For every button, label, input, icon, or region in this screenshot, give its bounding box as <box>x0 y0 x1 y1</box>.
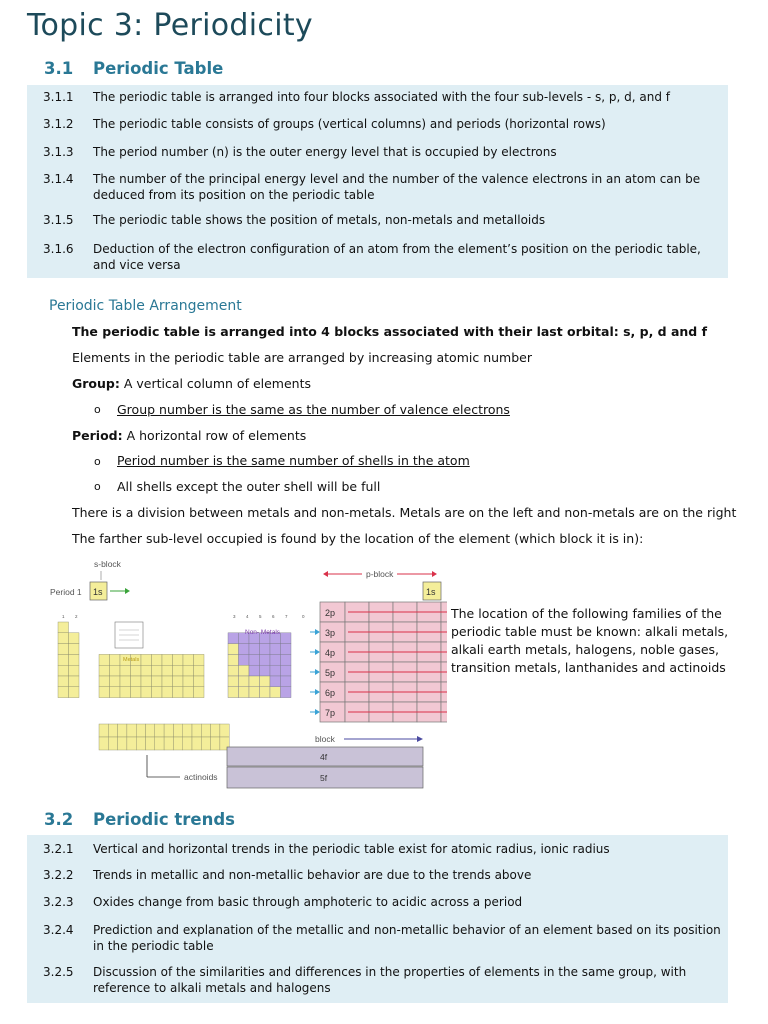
objective-text: Deduction of the electron configuration of an atom from the element’s position on the periodic table, and vice versa <box>93 242 701 272</box>
element-cell <box>58 687 69 698</box>
group-number: 5 <box>259 614 262 619</box>
element-cell <box>228 654 239 665</box>
actinoids-label: actinoids <box>184 772 218 782</box>
period-arrowhead <box>315 709 320 715</box>
element-cell <box>58 654 69 665</box>
element-cell <box>270 654 281 665</box>
f-element-cell <box>211 724 220 737</box>
element-cell <box>260 665 271 676</box>
element-cell <box>152 676 163 687</box>
bullet-marker: o <box>94 455 101 468</box>
element-cell <box>194 665 205 676</box>
element-cell <box>173 676 184 687</box>
element-cell <box>228 644 239 655</box>
element-cell <box>69 654 80 665</box>
objective-text: Trends in metallic and non-metallic behavior are due to the trends above <box>93 868 532 882</box>
element-cell <box>270 644 281 655</box>
one-s-label: 1s <box>93 587 103 597</box>
element-cell <box>162 654 173 665</box>
element-cell <box>99 687 110 698</box>
group-label: Group: <box>72 376 120 391</box>
objectives-box-3-1 <box>27 85 728 278</box>
element-cell <box>110 687 121 698</box>
f-element-cell <box>201 737 210 750</box>
p-block-label: p-block <box>366 569 394 579</box>
element-cell <box>58 665 69 676</box>
element-cell <box>270 676 281 687</box>
element-cell <box>260 676 271 687</box>
element-cell <box>58 633 69 644</box>
objective-number: 3.1.6 <box>43 242 74 256</box>
element-cell <box>69 665 80 676</box>
element-cell <box>173 665 184 676</box>
element-cell <box>162 676 173 687</box>
group-number: 1 <box>62 614 65 619</box>
element-cell <box>239 676 250 687</box>
f-element-cell <box>192 737 201 750</box>
objective-text: Discussion of the similarities and differences in the properties of elements in the same group, with reference to alkali metals and halogens <box>93 965 687 995</box>
objective-number: 3.2.2 <box>43 868 74 882</box>
element-cell <box>270 687 281 698</box>
f-element-cell <box>192 724 201 737</box>
f-block-cells <box>99 724 229 750</box>
period-label: Period: <box>72 428 123 443</box>
periodic-table-diagram <box>47 552 447 792</box>
objective-text: The periodic table consists of groups (vertical columns) and periods (horizontal rows) <box>93 117 606 131</box>
bullet-marker: o <box>94 403 101 416</box>
objective-text: The number of the principal energy level and the number of the valence electrons in an atom can be deduced from its position on the periodic table <box>93 172 701 202</box>
objective-number: 3.1.4 <box>43 172 74 186</box>
group-bullet: Group number is the same as the number of valence electrons <box>117 402 510 417</box>
element-cell <box>183 687 194 698</box>
f-element-cell <box>155 737 164 750</box>
subsection-heading: Periodic Table Arrangement <box>49 298 242 314</box>
f-element-cell <box>173 737 182 750</box>
objective-text: The period number (n) is the outer energy level that is occupied by electrons <box>93 145 557 159</box>
objective-text: The periodic table shows the position of metals, non-metals and metalloids <box>93 213 546 227</box>
element-cell <box>183 665 194 676</box>
p-row-label: 3p <box>325 628 336 638</box>
element-cell <box>131 665 142 676</box>
section-title: Periodic Table <box>93 59 224 78</box>
group-text: A vertical column of elements <box>119 376 312 391</box>
element-cell <box>249 687 260 698</box>
f-element-cell <box>173 724 182 737</box>
f-element-cell <box>127 724 136 737</box>
element-cell <box>141 665 152 676</box>
f-element-cell <box>136 724 145 737</box>
f-element-cell <box>211 737 220 750</box>
objective-text: The periodic table is arranged into four blocks associated with the four sub-levels - s, p, d, and f <box>93 90 670 104</box>
p-block-arrowhead-right <box>432 571 437 577</box>
element-cell <box>260 687 271 698</box>
element-cell <box>141 654 152 665</box>
period-arrowhead <box>315 649 320 655</box>
element-cell <box>120 687 131 698</box>
element-cell <box>69 687 80 698</box>
element-cell <box>110 654 121 665</box>
p-row-label: 6p <box>325 688 336 698</box>
period-arrowhead <box>315 669 320 675</box>
element-cell <box>99 654 110 665</box>
period-1-label: Period 1 <box>50 587 82 597</box>
period-text: A horizontal row of elements <box>122 428 307 443</box>
f-element-cell <box>146 737 155 750</box>
objective-number: 3.2.1 <box>43 842 74 856</box>
element-cell <box>249 676 260 687</box>
element-cell <box>281 633 292 644</box>
period-arrows <box>310 629 320 715</box>
period-bullet-1: Period number is the same number of shells in the atom <box>117 453 470 468</box>
element-cell <box>162 665 173 676</box>
element-cell <box>58 644 69 655</box>
f-element-cell <box>155 724 164 737</box>
period-arrowhead <box>315 629 320 635</box>
element-cell <box>173 687 184 698</box>
element-cell <box>131 687 142 698</box>
objective-number: 3.2.5 <box>43 965 74 979</box>
objective-text: Vertical and horizontal trends in the periodic table exist for atomic radius, ionic radius <box>93 842 610 856</box>
f-element-cell <box>164 724 173 737</box>
f-element-cell <box>108 737 117 750</box>
objective-number: 3.2.4 <box>43 923 74 937</box>
group-definition <box>72 376 311 392</box>
element-cell <box>281 676 292 687</box>
s-block-label: s-block <box>94 559 121 569</box>
element-cell <box>194 654 205 665</box>
element-cell <box>99 676 110 687</box>
f-element-cell <box>183 724 192 737</box>
group-number: 4 <box>246 614 249 619</box>
element-cell <box>162 687 173 698</box>
element-cell <box>228 687 239 698</box>
atomic-number-line: Elements in the periodic table are arranged by increasing atomic number <box>72 350 532 365</box>
element-cell <box>58 622 69 633</box>
element-cell <box>152 665 163 676</box>
element-cell <box>183 676 194 687</box>
element-cell <box>152 687 163 698</box>
element-cell <box>239 665 250 676</box>
element-cell <box>69 644 80 655</box>
element-cell <box>281 644 292 655</box>
section-heading-3-2 <box>44 810 235 829</box>
objectives-box-3-2 <box>27 835 728 1003</box>
objective-text: Oxides change from basic through amphoteric to acidic across a period <box>93 895 523 909</box>
f-element-cell <box>201 724 210 737</box>
element-cell <box>281 665 292 676</box>
f-element-cell <box>183 737 192 750</box>
element-cell <box>194 676 205 687</box>
four-f-label: 4f <box>320 752 328 762</box>
p-block-arrowhead-left <box>323 571 328 577</box>
farther-line: The farther sub-level occupied is found by the location of the element (which block it is in): <box>72 531 644 546</box>
element-cell <box>110 676 121 687</box>
group-number: 0 <box>302 614 305 619</box>
families-paragraph: The location of the following families of the periodic table must be known: alkali metals, alkali earth metals, halogens, noble gases, transition metals, lanthanides and actinoids <box>451 606 729 675</box>
objective-text: Prediction and explanation of the metallic and non-metallic behavior of an element based on its position in the periodic table <box>93 923 721 953</box>
period-1-arrowhead <box>125 588 130 594</box>
element-cell <box>249 665 260 676</box>
group-number: 7 <box>285 614 288 619</box>
f-element-cell <box>127 737 136 750</box>
p-block-grid <box>320 602 447 722</box>
element-cell <box>239 687 250 698</box>
f-element-cell <box>146 724 155 737</box>
f-element-cell <box>108 724 117 737</box>
non-metals-label: Non- Metals <box>245 629 281 636</box>
f-element-cell <box>164 737 173 750</box>
objective-number: 3.1.5 <box>43 213 74 227</box>
element-cell <box>281 654 292 665</box>
element-cell <box>183 654 194 665</box>
element-cell <box>120 665 131 676</box>
objective-number: 3.1.3 <box>43 145 74 159</box>
objective-number: 3.1.1 <box>43 90 74 104</box>
f-element-cell <box>220 724 229 737</box>
element-cell <box>260 654 271 665</box>
period-definition <box>72 428 306 444</box>
f-element-cell <box>99 724 108 737</box>
element-cell <box>228 676 239 687</box>
element-cell <box>69 633 80 644</box>
five-f-label: 5f <box>320 773 328 783</box>
period-arrowhead <box>315 689 320 695</box>
division-line: There is a division between metals and non-metals. Metals are on the left and non-metals are on the right <box>72 505 737 520</box>
element-cell <box>141 687 152 698</box>
element-cell <box>58 676 69 687</box>
block-arrowhead <box>417 736 423 742</box>
element-cell <box>173 654 184 665</box>
element-cell <box>141 676 152 687</box>
element-cell <box>110 665 121 676</box>
section-number: 3.2 <box>44 810 74 829</box>
intro-line: The periodic table is arranged into 4 blocks associated with their last orbital: s, p, d and f <box>72 324 708 339</box>
element-cell <box>281 687 292 698</box>
group-number: 6 <box>272 614 275 619</box>
objective-number: 3.1.2 <box>43 117 74 131</box>
f-element-cell <box>118 724 127 737</box>
element-cell <box>194 687 205 698</box>
section-heading-3-1 <box>44 59 223 78</box>
group-number: 3 <box>233 614 236 619</box>
p-row-label: 4p <box>325 648 336 658</box>
one-s-label-right: 1s <box>426 587 436 597</box>
element-cell <box>69 676 80 687</box>
section-number: 3.1 <box>44 59 74 78</box>
element-cell <box>249 644 260 655</box>
page-title: Topic 3: Periodicity <box>27 8 313 43</box>
element-cell <box>152 654 163 665</box>
element-cell <box>228 633 239 644</box>
f-element-cell <box>118 737 127 750</box>
element-cell <box>249 654 260 665</box>
element-cell <box>99 665 110 676</box>
element-cell <box>239 644 250 655</box>
period-bullet-2: All shells except the outer shell will be full <box>117 479 381 494</box>
bullet-marker: o <box>94 480 101 493</box>
f-element-cell <box>99 737 108 750</box>
element-cell <box>120 676 131 687</box>
group-number: 2 <box>75 614 78 619</box>
element-cell <box>239 654 250 665</box>
objective-number: 3.2.3 <box>43 895 74 909</box>
element-cell <box>260 644 271 655</box>
block-label: block <box>315 734 335 744</box>
p-row-label: 7p <box>325 708 336 718</box>
f-element-cell <box>136 737 145 750</box>
element-cell <box>228 665 239 676</box>
p-row-label: 2p <box>325 608 336 618</box>
element-cell <box>270 665 281 676</box>
p-row-label: 5p <box>325 668 336 678</box>
section-title: Periodic trends <box>93 810 235 829</box>
element-cell <box>131 676 142 687</box>
metals-label: Metals <box>123 657 140 663</box>
